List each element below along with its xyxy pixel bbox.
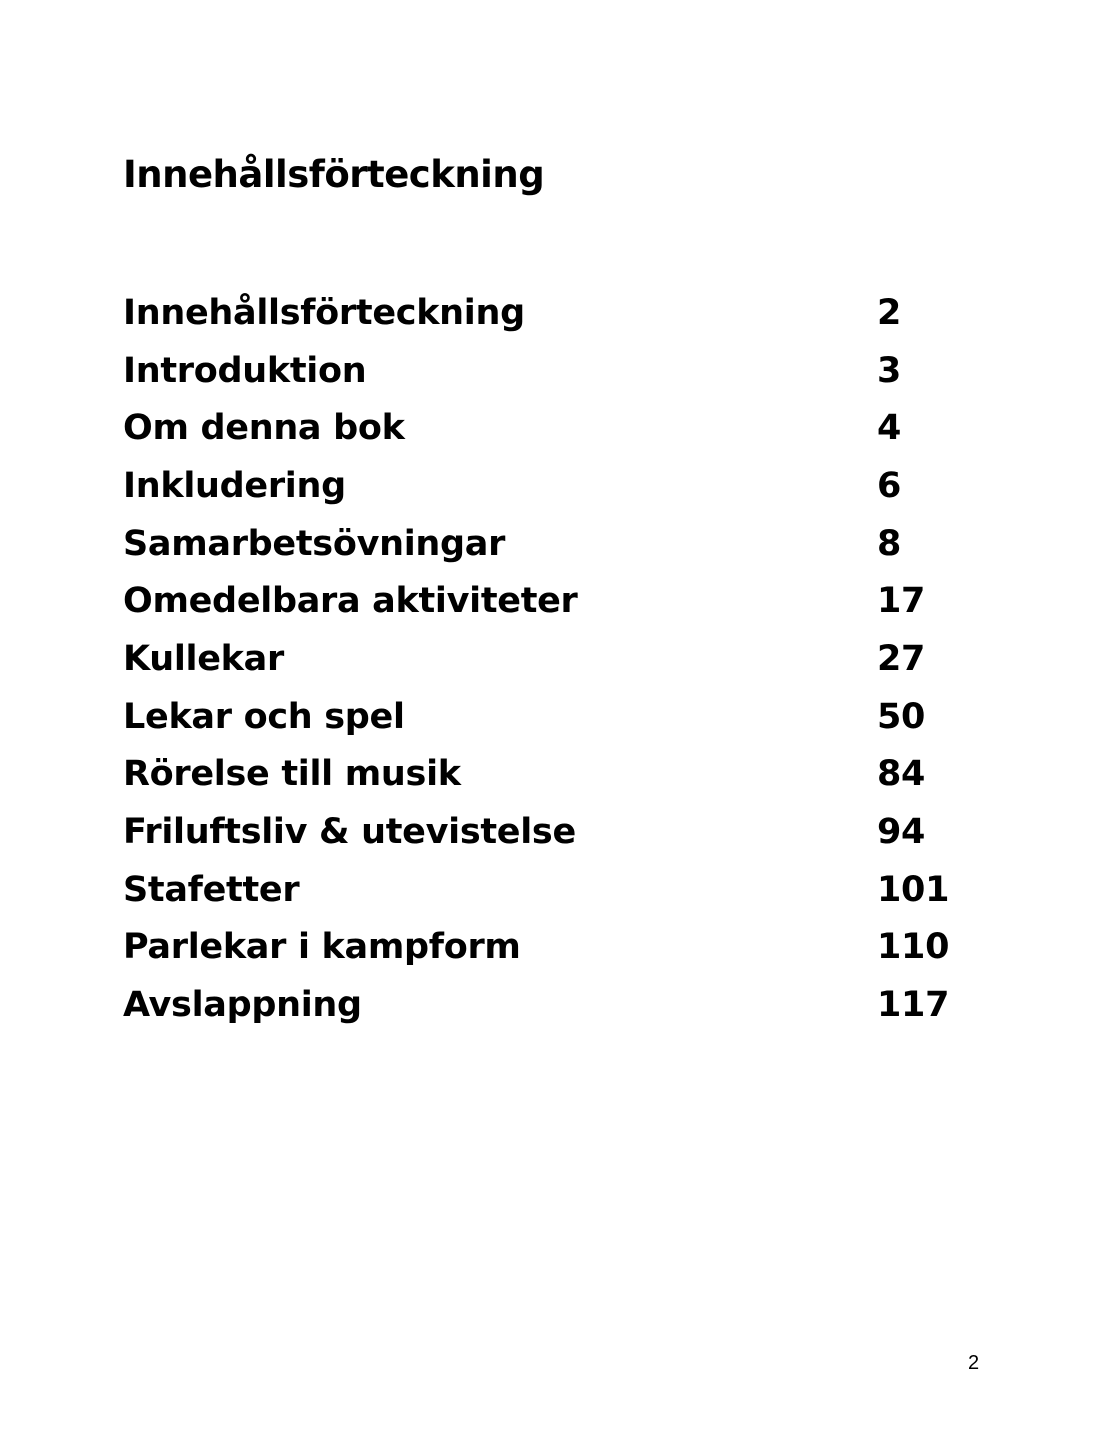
toc-entry-page: 94 [877, 812, 926, 853]
toc-entry-title: Omedelbara aktiviteter [123, 581, 578, 622]
toc-entry[interactable] [123, 399, 963, 457]
toc-entry[interactable] [123, 515, 963, 573]
toc-entry[interactable] [123, 803, 963, 861]
toc-entry-page: 17 [877, 581, 926, 622]
toc-entry-title: Avslappning [123, 985, 362, 1026]
toc-entry-page: 117 [877, 985, 950, 1026]
toc-entry[interactable] [123, 572, 963, 630]
toc-entry-title: Stafetter [123, 869, 300, 910]
toc-entry[interactable] [123, 342, 963, 400]
toc-entry-title: Introduktion [123, 350, 367, 391]
toc-entry-title: Om denna bok [123, 408, 405, 449]
toc-entry[interactable] [123, 457, 963, 515]
toc-entry[interactable] [123, 746, 963, 804]
toc-entry[interactable] [123, 630, 963, 688]
toc-entry-page: 101 [877, 869, 950, 910]
toc-entry[interactable] [123, 976, 963, 1034]
toc-entry-title: Friluftsliv & utevistelse [123, 812, 576, 853]
toc-entry-title: Rörelse till musik [123, 754, 461, 795]
toc-entry-page: 6 [877, 465, 902, 506]
toc-entry[interactable] [123, 284, 963, 342]
toc-entry-title: Parlekar i kampform [123, 927, 521, 968]
toc-entry-page: 50 [877, 696, 926, 737]
toc-entry[interactable] [123, 688, 963, 746]
toc-entry-page: 8 [877, 523, 902, 564]
toc-entry-title: Lekar och spel [123, 696, 405, 737]
toc-entry-page: 2 [877, 292, 902, 333]
toc-entry-page: 3 [877, 350, 902, 391]
toc-entry-title: Inkludering [123, 465, 346, 506]
toc-entry-title: Samarbetsövningar [123, 523, 506, 564]
toc-entry-page: 4 [877, 408, 902, 449]
table-of-contents [123, 284, 963, 1034]
toc-entry-page: 27 [877, 638, 926, 679]
toc-entry-title: Innehållsförteckning [123, 292, 525, 333]
page-title: Innehållsförteckning [123, 153, 545, 196]
toc-entry[interactable] [123, 919, 963, 977]
toc-entry[interactable] [123, 861, 963, 919]
toc-entry-page: 84 [877, 754, 926, 795]
toc-entry-page: 110 [877, 927, 950, 968]
toc-entry-title: Kullekar [123, 638, 284, 679]
page-number: 2 [968, 1352, 980, 1374]
